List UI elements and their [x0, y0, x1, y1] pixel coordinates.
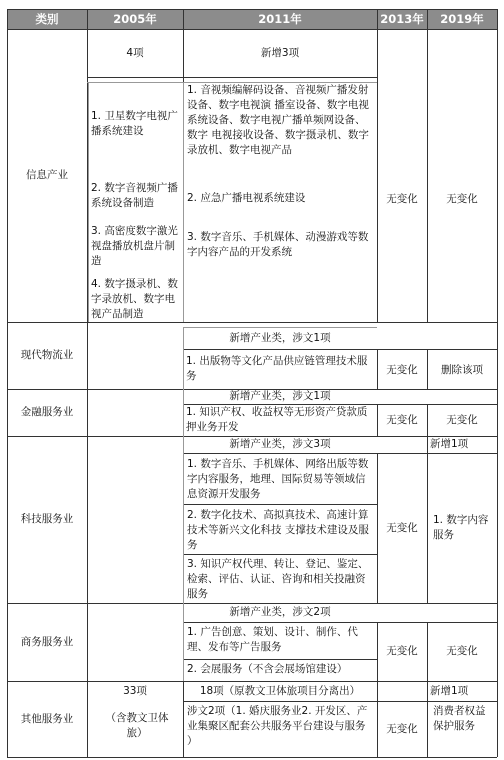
finance-2011-header: 新增产业类，涉文1项 — [229, 390, 331, 402]
tech-2019: 1. 数字内容服务 — [433, 514, 489, 541]
row-line-tech-end — [7, 603, 497, 604]
tech-2019-header: 新增1项 — [430, 438, 469, 450]
other-2013: 无变化 — [386, 722, 418, 735]
info-2005-inner-left — [88, 82, 89, 322]
tech-2011-item-2: 2. 数字化技术、高拟真技术、高速计算技术等新兴文化科技 支撑技术建设及服务 — [187, 509, 369, 551]
tech-2013: 无变化 — [386, 521, 418, 534]
other-note-2005: （含教文卫体旅） — [105, 712, 169, 739]
info-2019: 无变化 — [446, 193, 478, 205]
info-2005-item-1: 1. 卫星数字电视广播系统建设 — [91, 110, 178, 137]
col-line-4b — [427, 349, 428, 389]
header-category: 类别 — [7, 9, 87, 29]
category-business: 商务服务业 — [20, 635, 74, 648]
category-finance: 金融服务业 — [20, 406, 74, 418]
col-line-3d — [377, 404, 378, 436]
logistics-inner-top — [183, 327, 377, 328]
info-2011-item-3: 3. 数字音乐、手机媒体、动漫游戏等数字内容产品的开发系统 — [187, 231, 369, 258]
info-2013: 无变化 — [386, 193, 418, 205]
finance-2013: 无变化 — [386, 413, 418, 426]
info-2005-item-4: 4. 数字摄录机、数字录放机、数字电视产品制造 — [91, 278, 178, 320]
business-2019: 无变化 — [446, 645, 478, 657]
info-count-2005: 4项 — [126, 46, 144, 59]
col-line-4a — [427, 9, 428, 322]
other-2019: 消费者权益保护服务 — [433, 705, 486, 732]
info-2011-item-2: 2. 应急广播电视系统建设 — [187, 192, 306, 204]
info-2005-item-3: 3. 高密度数字激光视盘播放机盘片制造 — [91, 225, 178, 267]
other-count-2011: 18项（原教文卫体旅项目分离出） — [199, 684, 361, 697]
logistics-inner-left — [183, 327, 184, 389]
logistics-2011-item-1: 1. 出版物等文化产品供应链管理技术服务 — [186, 355, 368, 382]
row-line-finance-header — [183, 404, 497, 405]
row-line-info-end — [7, 322, 497, 323]
col-line-2b — [183, 681, 184, 757]
border-left — [7, 9, 8, 757]
col-line-3f — [377, 622, 378, 681]
info-2005-inner-top — [87, 82, 183, 83]
business-inner-left — [183, 603, 184, 681]
business-2013: 无变化 — [386, 645, 418, 657]
border-right — [497, 9, 498, 757]
info-2011-item-1: 1. 音视频编解码设备、音视频广播发射设备、数字电视演 播室设备、数字电视系统设备、数字电视广播单频网设备、数字 电视接收设备、数字摄录机、数字录放机、数字电视产品 — [187, 84, 369, 156]
logistics-2013: 无变化 — [386, 363, 418, 376]
category-info-industry: 信息产业 — [26, 169, 68, 181]
tech-inner-left — [183, 436, 184, 603]
tech-2011-item-3: 3. 知识产权代理、转让、登记、鉴定、检索、评估、认证、咨询和相关投融资服务 — [187, 558, 369, 600]
row-line-tech-header — [183, 453, 497, 454]
row-line-logistics-end — [7, 389, 497, 390]
row-line-business-header — [183, 622, 497, 623]
col-line-3g — [377, 681, 378, 757]
header-2005: 2005年 — [87, 9, 183, 29]
border-top — [7, 9, 497, 10]
col-line-4e — [427, 622, 428, 681]
col-line-3c — [377, 349, 378, 389]
finance-2019: 无变化 — [446, 413, 478, 426]
row-line-finance-end — [7, 436, 497, 437]
info-count-2011: 新增3项 — [260, 46, 300, 59]
category-tech: 科技服务业 — [20, 513, 74, 525]
finance-2011-item-1: 1. 知识产权、收益权等无形资产贷款质押业务开发 — [186, 406, 368, 433]
other-2019-header: 新增1项 — [430, 684, 469, 697]
row-line-other-header — [183, 701, 497, 702]
row-line-tech-item-1 — [183, 504, 377, 505]
business-2011-header: 新增产业类，涉文2项 — [229, 606, 331, 618]
row-line-header — [7, 29, 497, 30]
col-line-3b — [377, 77, 378, 322]
col-line-4d — [427, 436, 428, 603]
logistics-2019: 删除该项 — [441, 363, 483, 376]
col-line-3a — [377, 9, 378, 77]
header-2011: 2011年 — [183, 9, 377, 29]
col-line-4c — [427, 404, 428, 436]
business-2011-item-2: 2. 会展服务（不含会展场馆建设） — [187, 663, 348, 675]
row-line-logistics-header — [183, 349, 497, 350]
info-2005-item-2: 2. 数字音视频广播系统设备制造 — [91, 182, 178, 209]
row-line-info-counts — [87, 77, 377, 78]
tech-2011-item-1: 1. 数字音乐、手机媒体、网络出版等数字内容服务，地理、国际贸易等领域信息资源开发服务 — [187, 458, 369, 500]
header-2013: 2013年 — [377, 9, 427, 29]
row-line-business-end — [7, 681, 497, 682]
logistics-2011-header: 新增产业类，涉文1项 — [229, 331, 331, 344]
category-logistics: 现代物流业 — [20, 349, 74, 361]
info-2011-inner-left — [183, 82, 184, 322]
border-bottom — [7, 757, 497, 758]
col-line-4f — [427, 681, 428, 757]
other-count-2005: 33项 — [123, 684, 147, 697]
finance-inner-left — [183, 389, 184, 436]
header-2019: 2019年 — [427, 9, 497, 29]
tech-2011-header: 新增产业类，涉文3项 — [229, 438, 331, 450]
row-line-tech-item-2 — [183, 554, 377, 555]
col-line-3e — [377, 453, 378, 603]
category-other: 其他服务业 — [20, 712, 74, 725]
other-2011-text: 涉文2项（1. 婚庆服务业2. 开发区、产业集聚区配套公共服务平台建设与服务 ） — [187, 705, 368, 747]
row-line-business-item-1 — [183, 659, 377, 660]
info-2011-inner-top — [183, 82, 377, 83]
business-2011-item-1: 1. 广告创意、策划、设计、制作、代理、发布等广告服务 — [187, 626, 358, 653]
